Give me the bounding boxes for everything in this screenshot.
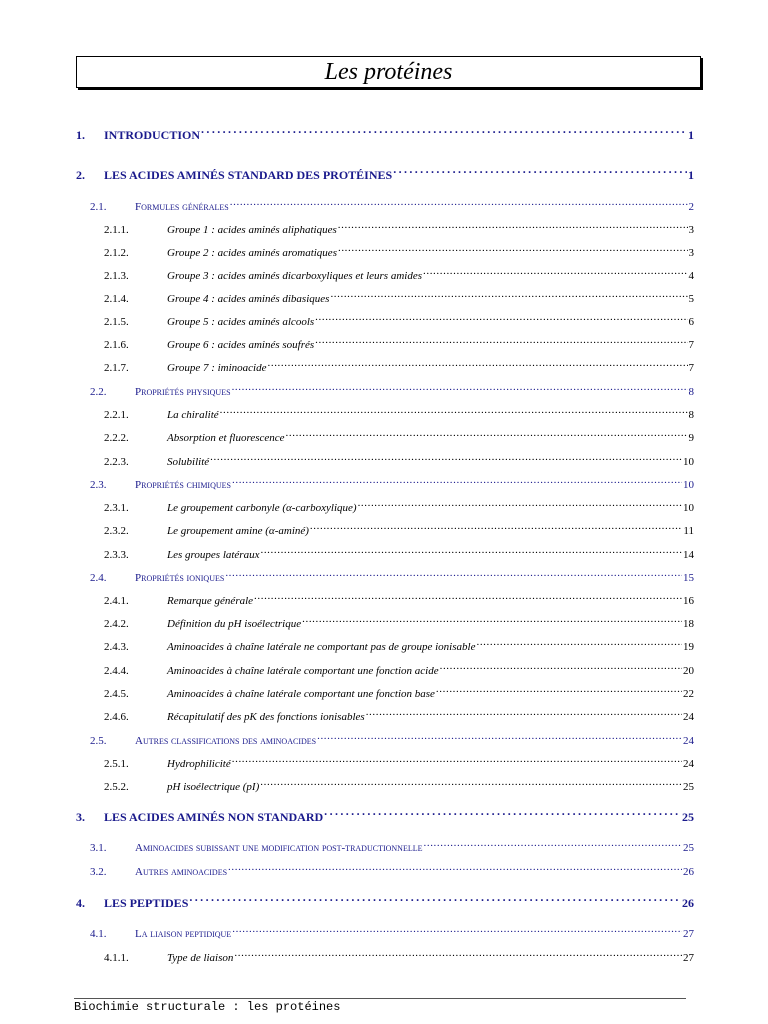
toc-entry-number: 2.2.2.: [104, 432, 129, 444]
toc-entry-label: Aminoacides à chaîne latérale comportant une fonction base: [167, 688, 435, 700]
toc-entry-number: 2.4.6.: [104, 711, 129, 723]
toc-entry-page-number: 10: [683, 456, 694, 468]
toc-entry-label: Type de liaison: [167, 952, 234, 964]
toc-entry-level-3[interactable]: [104, 547, 694, 561]
toc-entry-page-number: 1: [688, 168, 694, 182]
toc-entry-level-3[interactable]: [104, 245, 694, 259]
toc-entry-number: 2.1.1.: [104, 224, 129, 236]
toc-entry-label: pH isoélectrique (pI): [167, 781, 260, 793]
toc-entry-number: 2.2.: [90, 386, 107, 398]
toc-entry-number: 2.4.3.: [104, 641, 129, 653]
toc-entry-label: INTRODUCTION: [104, 128, 201, 142]
toc-entry-number: 2.4.1.: [104, 595, 129, 607]
toc-dot-leader: [232, 477, 682, 488]
toc-entry-label: LES ACIDES AMINÉS NON STANDARD: [104, 810, 324, 824]
toc-entry-label: Le groupement carbonyle (α-carboxylique): [167, 502, 357, 514]
toc-entry-level-1[interactable]: [76, 127, 694, 143]
toc-entry-number: 2.5.: [90, 735, 107, 747]
toc-entry-label: LES ACIDES AMINÉS STANDARD DES PROTÉINES: [104, 168, 393, 182]
toc-dot-leader: [317, 733, 682, 744]
toc-entry-number: 2.1.5.: [104, 316, 129, 328]
toc-dot-leader: [338, 222, 688, 233]
toc-dot-leader: [423, 268, 688, 279]
toc-entry-page-number: 19: [683, 641, 694, 653]
toc-entry-page-number: 27: [683, 952, 694, 964]
toc-entry-number: 4.1.1.: [104, 952, 129, 964]
toc-entry-page-number: 3: [688, 247, 694, 259]
toc-entry-level-3[interactable]: [104, 430, 694, 444]
toc-entry-level-3[interactable]: [104, 268, 694, 282]
toc-entry-page-number: 2: [688, 201, 694, 213]
toc-entry-label: Hydrophilicité: [167, 758, 231, 770]
toc-entry-label: Groupe 6 : acides aminés soufrés: [167, 339, 315, 351]
toc-entry-label: Solubilité: [167, 456, 210, 468]
toc-dot-leader: [302, 616, 682, 627]
toc-entry-level-3[interactable]: [104, 950, 694, 964]
toc-entry-number: 2.5.2.: [104, 781, 129, 793]
toc-entry-number: 1.: [76, 128, 85, 142]
toc-dot-leader: [393, 167, 687, 179]
toc-dot-leader: [436, 686, 682, 697]
toc-entry-page-number: 7: [688, 362, 694, 374]
toc-entry-number: 3.1.: [90, 842, 107, 854]
toc-entry-number: 3.: [76, 810, 85, 824]
toc-entry-number: 2.3.3.: [104, 549, 129, 561]
toc-dot-leader: [230, 199, 688, 210]
toc-entry-level-1[interactable]: [76, 895, 694, 911]
toc-entry-level-2[interactable]: [90, 840, 694, 854]
toc-entry-page-number: 10: [683, 479, 694, 491]
toc-entry-page-number: 26: [683, 866, 694, 878]
toc-dot-leader: [228, 864, 682, 875]
toc-dot-leader: [268, 360, 688, 371]
toc-entry-number: 2.4.2.: [104, 618, 129, 630]
toc-entry-page-number: 18: [683, 618, 694, 630]
toc-entry-label: Absorption et fluorescence: [167, 432, 285, 444]
toc-entry-page-number: 14: [683, 549, 694, 561]
toc-entry-level-3[interactable]: [104, 523, 694, 537]
toc-entry-number: 2.4.5.: [104, 688, 129, 700]
toc-entry-number: 2.2.1.: [104, 409, 129, 421]
toc-entry-level-2[interactable]: [90, 384, 694, 398]
toc-entry-page-number: 16: [683, 595, 694, 607]
toc-entry-label: Aminoacides subissant une modification post-traductionnelle: [135, 842, 423, 854]
toc-entry-number: 2.1.2.: [104, 247, 129, 259]
toc-entry-label: Propriétés physiques: [135, 386, 231, 398]
toc-entry-number: 2.1.7.: [104, 362, 129, 374]
toc-entry-level-3[interactable]: [104, 500, 694, 514]
toc-entry-number: 2.4.: [90, 572, 107, 584]
toc-entry-label: Groupe 1 : acides aminés aliphatiques: [167, 224, 337, 236]
toc-entry-level-2[interactable]: [90, 477, 694, 491]
toc-entry-number: 2.4.4.: [104, 665, 129, 677]
toc-entry-level-3[interactable]: [104, 616, 694, 630]
toc-entry-number: 4.: [76, 896, 85, 910]
toc-entry-label: Aminoacides à chaîne latérale ne comportant pas de groupe ionisable: [167, 641, 476, 653]
page-footer: Biochimie structurale : les protéines: [74, 1000, 341, 1014]
document-title: Les protéines: [324, 59, 453, 85]
toc-entry-label: Groupe 4 : acides aminés dibasiques: [167, 293, 330, 305]
toc-entry-page-number: 10: [683, 502, 694, 514]
document-title-box: [76, 56, 701, 88]
toc-dot-leader: [366, 709, 682, 720]
toc-entry-level-3[interactable]: [104, 360, 694, 374]
toc-entry-number: 2.3.: [90, 479, 107, 491]
toc-entry-page-number: 25: [683, 842, 694, 854]
toc-entry-level-3[interactable]: [104, 779, 694, 793]
toc-entry-number: 2.1.6.: [104, 339, 129, 351]
toc-entry-page-number: 24: [683, 711, 694, 723]
toc-dot-leader: [338, 245, 688, 256]
toc-entry-label: Définition du pH isoélectrique: [167, 618, 302, 630]
toc-entry-page-number: 3: [688, 224, 694, 236]
toc-dot-leader: [310, 523, 682, 534]
toc-dot-leader: [476, 639, 682, 650]
toc-dot-leader: [315, 337, 687, 348]
toc-entry-label: Formules générales: [135, 201, 229, 213]
toc-dot-leader: [315, 314, 687, 325]
toc-entry-page-number: 6: [688, 316, 694, 328]
toc-entry-level-3[interactable]: [104, 709, 694, 723]
toc-entry-label: Groupe 2 : acides aminés aromatiques: [167, 247, 337, 259]
toc-entry-label: Groupe 5 : acides aminés alcools: [167, 316, 315, 328]
toc-entry-label: La chiralité: [167, 409, 219, 421]
toc-entry-label: Autres classifications des aminoacides: [135, 735, 317, 747]
toc-entry-page-number: 25: [683, 781, 694, 793]
toc-dot-leader: [232, 384, 688, 395]
toc-entry-level-3[interactable]: [104, 454, 694, 468]
toc-entry-label: Les groupes latéraux: [167, 549, 260, 561]
toc-entry-page-number: 1: [688, 128, 694, 142]
toc-entry-number: 2.1.3.: [104, 270, 129, 282]
toc-entry-level-3[interactable]: [104, 222, 694, 236]
toc-dot-leader: [286, 430, 688, 441]
toc-entry-page-number: 24: [683, 758, 694, 770]
toc-dot-leader: [189, 895, 681, 907]
toc-entry-level-3[interactable]: [104, 639, 694, 653]
toc-entry-label: Récapitulatif des pK des fonctions ionisables: [167, 711, 365, 723]
toc-dot-leader: [424, 840, 683, 851]
toc-dot-leader: [440, 663, 682, 674]
toc-entry-number: 2.: [76, 168, 85, 182]
toc-entry-level-3[interactable]: [104, 314, 694, 328]
toc-entry-page-number: 20: [683, 665, 694, 677]
toc-entry-label: Remarque générale: [167, 595, 254, 607]
toc-entry-page-number: 27: [683, 928, 694, 940]
toc-dot-leader: [232, 926, 682, 937]
toc-dot-leader: [260, 547, 682, 558]
toc-entry-label: Autres aminoacides: [135, 866, 228, 878]
toc-entry-level-2[interactable]: [90, 570, 694, 584]
toc-entry-page-number: 4: [688, 270, 694, 282]
toc-dot-leader: [358, 500, 682, 511]
toc-entry-label: Groupe 3 : acides aminés dicarboxyliques et leurs amides: [167, 270, 422, 282]
toc-entry-label: Aminoacides à chaîne latérale comportant une fonction acide: [167, 665, 439, 677]
toc-entry-number: 2.2.3.: [104, 456, 129, 468]
toc-entry-page-number: 26: [682, 896, 694, 910]
toc-entry-page-number: 24: [683, 735, 694, 747]
toc-entry-number: 2.3.1.: [104, 502, 129, 514]
toc-entry-page-number: 5: [688, 293, 694, 305]
toc-entry-label: La liaison peptidique: [135, 928, 232, 940]
toc-entry-number: 2.1.: [90, 201, 107, 213]
toc-entry-label: Groupe 7 : iminoacide: [167, 362, 267, 374]
toc-entry-label: Propriétés chimiques: [135, 479, 231, 491]
toc-dot-leader: [260, 779, 682, 790]
toc-dot-leader: [330, 291, 687, 302]
toc-entry-level-3[interactable]: [104, 593, 694, 607]
toc-entry-level-1[interactable]: [76, 809, 694, 825]
toc-entry-level-3[interactable]: [104, 291, 694, 305]
toc-dot-leader: [210, 454, 682, 465]
toc-entry-level-2[interactable]: [90, 733, 694, 747]
toc-dot-leader: [232, 756, 682, 767]
toc-entry-page-number: 8: [688, 409, 694, 421]
toc-entry-number: 2.1.4.: [104, 293, 129, 305]
toc-dot-leader: [254, 593, 682, 604]
toc-entry-label: Propriétés ioniques: [135, 572, 225, 584]
toc-entry-level-3[interactable]: [104, 337, 694, 351]
toc-entry-number: 2.5.1.: [104, 758, 129, 770]
toc-dot-leader: [201, 127, 687, 139]
toc-entry-label: Le groupement amine (α-aminé): [167, 525, 309, 537]
toc-entry-level-3[interactable]: [104, 686, 694, 700]
toc-entry-level-3[interactable]: [104, 663, 694, 677]
toc-entry-label: LES PEPTIDES: [104, 896, 189, 910]
toc-entry-number: 4.1.: [90, 928, 107, 940]
toc-entry-page-number: 11: [683, 525, 694, 537]
toc-entry-level-2[interactable]: [90, 926, 694, 940]
toc-entry-level-2[interactable]: [90, 199, 694, 213]
toc-entry-number: 2.3.2.: [104, 525, 129, 537]
toc-entry-page-number: 7: [688, 339, 694, 351]
toc-entry-level-3[interactable]: [104, 756, 694, 770]
toc-entry-level-3[interactable]: [104, 407, 694, 421]
toc-entry-page-number: 22: [683, 688, 694, 700]
toc-entry-page-number: 25: [682, 810, 694, 824]
toc-entry-number: 3.2.: [90, 866, 107, 878]
toc-entry-page-number: 9: [688, 432, 694, 444]
toc-entry-level-2[interactable]: [90, 864, 694, 878]
toc-entry-page-number: 15: [683, 572, 694, 584]
footer-divider: [74, 998, 686, 999]
toc-entry-level-1[interactable]: [76, 167, 694, 183]
toc-dot-leader: [234, 950, 682, 961]
toc-dot-leader: [324, 809, 681, 821]
toc-dot-leader: [225, 570, 682, 581]
toc-dot-leader: [220, 407, 688, 418]
toc-entry-page-number: 8: [688, 386, 694, 398]
